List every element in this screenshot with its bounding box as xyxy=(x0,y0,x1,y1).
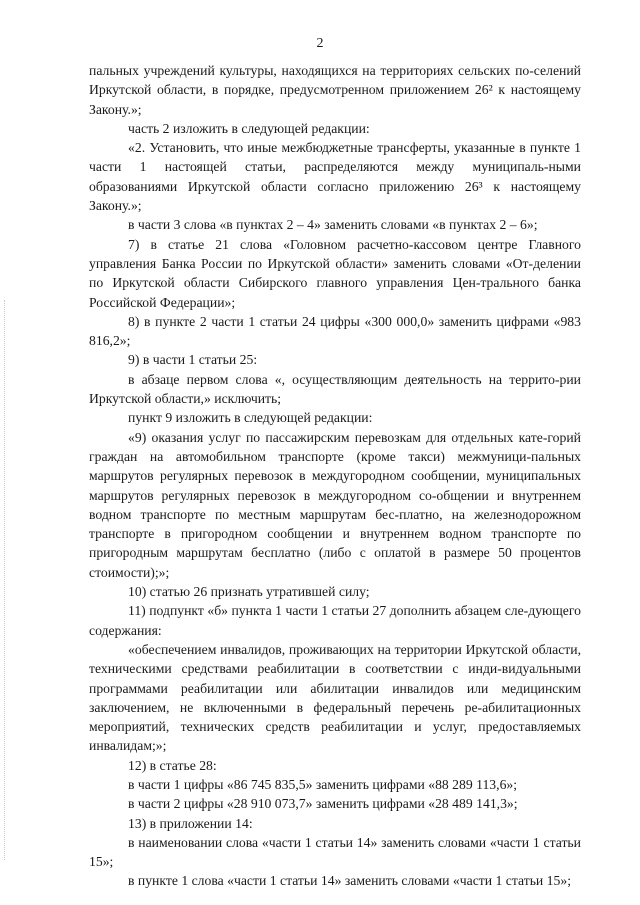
paragraph-12: 11) подпункт «б» пункта 1 части 1 статьи 27 дополнить абзацем сле-дующего содержания: xyxy=(89,603,581,638)
paragraph-3: «2. Установить, что иные межбюджетные трансферты, указанные в пункте 1 части 1 настоящей статьи, распределяются между муниципаль-ными образованиями Иркутской области согласно приложению 26³ к настоящему Закону.»; xyxy=(89,140,581,214)
paragraph-1: пальных учреждений культуры, находящихся на территориях сельских по-селений Иркутской области, в порядке, предусмотренном приложением 26² к настоящему Закону.»; xyxy=(89,63,581,117)
paragraph-9: пункт 9 изложить в следующей редакции: xyxy=(128,410,373,426)
document-body xyxy=(89,61,581,891)
paragraph-6: 8) в пункте 2 части 1 статьи 24 цифры «300 000,0» заменить цифрами «983 816,2»; xyxy=(89,313,581,349)
paragraph-19: в пункте 1 слова «части 1 статьи 14» заменить словами «части 1 статьи 15»; xyxy=(128,873,572,889)
paragraph-15: в части 1 цифры «86 745 835,5» заменить цифрами «88 289 113,6»; xyxy=(128,776,518,792)
paragraph-16: в части 2 цифры «28 910 073,7» заменить цифрами «28 489 141,3»; xyxy=(128,796,518,812)
paragraph-18: в наименовании слова «части 1 статьи 14» заменить словами «части 1 статьи 15»; xyxy=(89,834,581,870)
paragraph-8: в абзаце первом слова «, осуществляющим деятельность на террито-рии Иркутской области,» исключить; xyxy=(89,371,581,407)
scan-edge-artifact xyxy=(4,300,6,860)
paragraph-10: «9) оказания услуг по пассажирским перевозкам для отдельных кате-горий граждан на автомобильном транспорте (кроме такси) межмуници-пальных маршрутов регулярных перевозок в междугородном сообщении, муниципальных маршрутов регулярных перевозок в междугородном со-общении и внутреннем водном транспорте по местным маршрутам бес-платно, на железнодорожном транспорте в пригородном сообщении и внутреннем водном транспорте по пригородным маршрутам бесплатно (либо с оплатой в размере 50 процентов стоимости);»; xyxy=(89,429,581,580)
paragraph-7: 9) в части 1 статьи 25: xyxy=(128,352,258,368)
paragraph-5: 7) в статье 21 слова «Головном расчетно-кассовом центре Главного управления Банка России по Иркутской области» заменить словами «От-делении по Иркутской области Сибирского главного управления Цен-трального банка Российской Федерации»; xyxy=(89,236,581,310)
page-number: 2 xyxy=(316,36,324,51)
paragraph-13: «обеспечением инвалидов, проживающих на территории Иркутской области, техническими средствами реабилитации в соответствии с инди-видуальными программами реабилитации или абилитации инвалидов или медицинским заключением, не включенными в федеральный перечень ре-абилитационных мероприятий, технических средств реабилитации и услуг, предоставляемых инвалидам;»; xyxy=(89,641,581,754)
paragraph-11: 10) статью 26 признать утратившей силу; xyxy=(128,584,370,600)
paragraph-14: 12) в статье 28: xyxy=(128,757,217,773)
paragraph-17: 13) в приложении 14: xyxy=(128,815,253,831)
paragraph-2: часть 2 изложить в следующей редакции: xyxy=(128,120,370,136)
paragraph-4: в части 3 слова «в пунктах 2 – 4» заменить словами «в пунктах 2 – 6»; xyxy=(128,217,538,233)
